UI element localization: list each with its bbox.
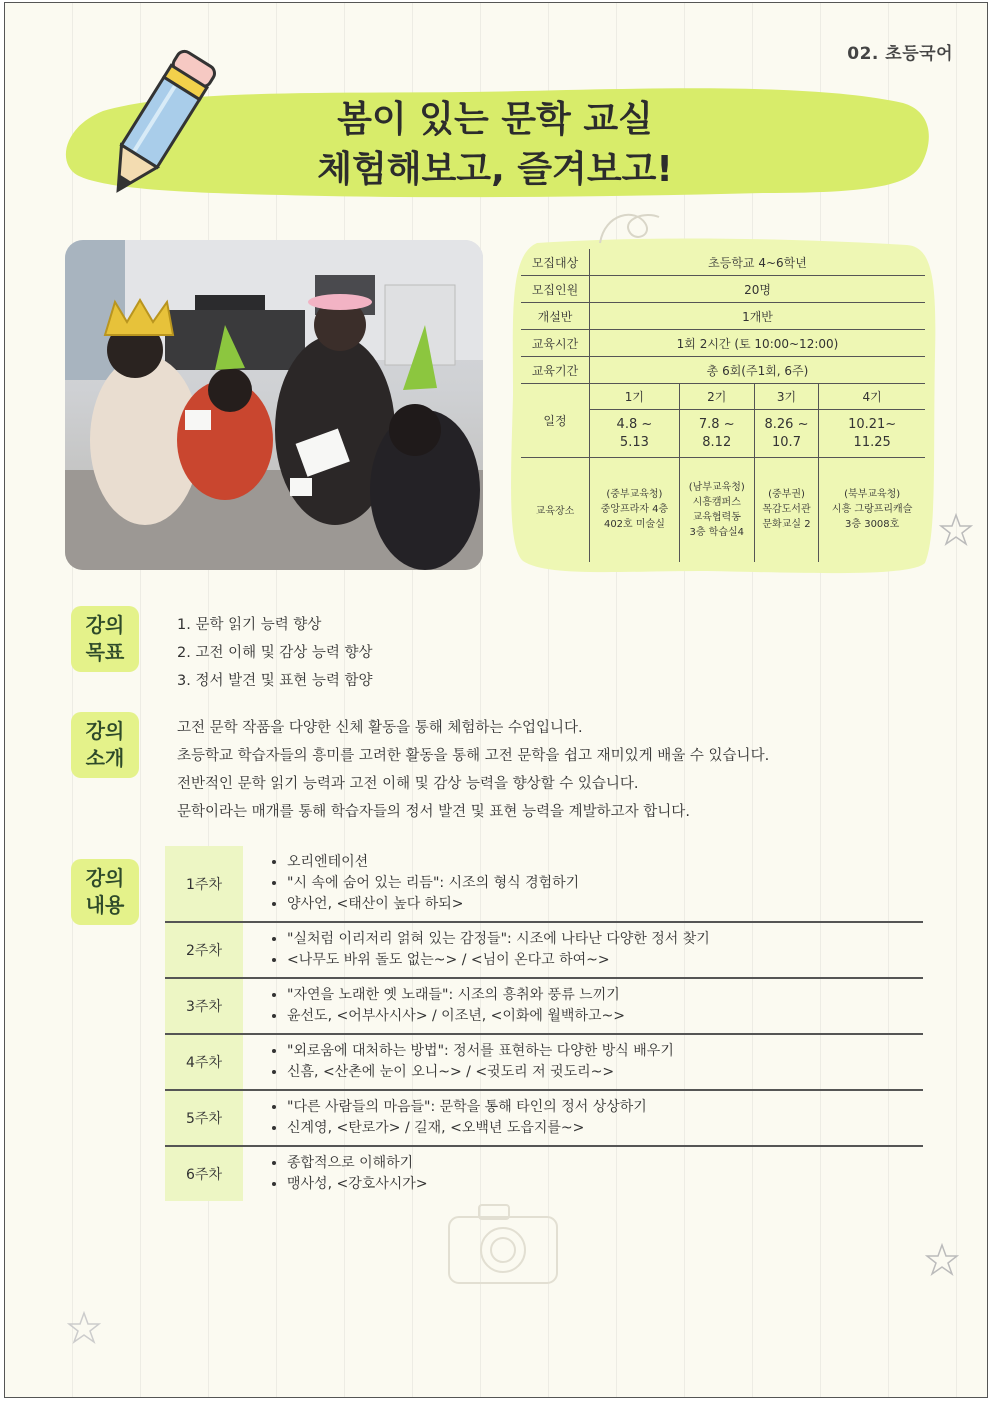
- week-label: 3주차: [165, 978, 243, 1034]
- goals-list: [177, 611, 373, 695]
- term-dates: 7.8 ~ 8.12: [679, 410, 754, 458]
- term-dates: 10.21~ 11.25: [819, 410, 925, 458]
- swirl-doodle-icon: [595, 203, 665, 253]
- week-label: 5주차: [165, 1090, 243, 1146]
- week-item: • 오리엔테이션: [287, 852, 923, 873]
- weekly-schedule: [165, 846, 923, 1201]
- camera-doodle-icon: [443, 1193, 563, 1293]
- class-time-label: 교육시간: [521, 330, 590, 357]
- pencil-icon: [87, 41, 227, 211]
- info-table: [521, 249, 925, 562]
- week-label: 2주차: [165, 922, 243, 978]
- term-name: 3기: [754, 384, 819, 410]
- page-title: [155, 95, 835, 195]
- intro-line: 고전 문학 작품을 다양한 신체 활동을 통해 체험하는 수업입니다.: [177, 720, 583, 736]
- star-doodle-icon: [939, 513, 973, 547]
- star-doodle-icon: [67, 1311, 101, 1345]
- week-row: [165, 846, 923, 922]
- content-tag: 강의 내용: [71, 859, 139, 925]
- title-line-1: 봄이 있는 문학 교실: [337, 99, 653, 140]
- week-item: • "다른 사람들의 마음들": 문학을 통해 타인의 정서 상상하기: [287, 1097, 923, 1118]
- term-place: (중부권) 목감도서관 문화교실 2: [754, 458, 819, 562]
- week-item: • "자연을 노래한 옛 노래들": 시조의 흥취와 풍류 느끼기: [287, 985, 923, 1006]
- week-item: • 윤선도, <어부사시사> / 이조년, <이화에 월백하고~>: [287, 1006, 923, 1027]
- term-name: 1기: [590, 384, 680, 410]
- week-label: 4주차: [165, 1034, 243, 1090]
- week-item: • "실처럼 이리저리 얽혀 있는 감정들": 시조에 나타난 다양한 정서 찾기: [287, 929, 923, 950]
- week-item: • 양사언, <태산이 높다 하되>: [287, 894, 923, 915]
- term-name: 2기: [679, 384, 754, 410]
- week-row: [165, 978, 923, 1034]
- week-item: • 신계영, <탄로가> / 길재, <오백년 도읍지를~>: [287, 1118, 923, 1139]
- week-row: [165, 1090, 923, 1146]
- title-line-2: 체험해보고, 즐겨보고!: [317, 149, 673, 190]
- recruit-target-label: 모집대상: [521, 249, 590, 276]
- intro-tag: 강의 소개: [71, 712, 139, 778]
- star-doodle-icon: [925, 1243, 959, 1277]
- term-dates: 4.8 ~ 5.13: [590, 410, 680, 458]
- term-name: 4기: [819, 384, 925, 410]
- classes-label: 개설반: [521, 303, 590, 330]
- classes-value: 1개반: [590, 303, 926, 330]
- week-item: • 신흠, <산촌에 눈이 오니~> / <귓도리 저 귓도리~>: [287, 1062, 923, 1083]
- goals-tag: 강의 목표: [71, 606, 139, 672]
- week-item: • "외로움에 대처하는 방법": 정서를 표현하는 다양한 방식 배우기: [287, 1041, 923, 1062]
- week-row: [165, 922, 923, 978]
- info-panel: [507, 235, 937, 577]
- intro-text: [177, 714, 769, 826]
- class-photo: [65, 240, 483, 570]
- recruit-count-label: 모집인원: [521, 276, 590, 303]
- week-item: • "시 속에 숨어 있는 리듬": 시조의 형식 경험하기: [287, 873, 923, 894]
- intro-line: 문학이라는 매개를 통해 학습자들의 정서 발견 및 표현 능력을 계발하고자 합니다.: [177, 804, 690, 820]
- period-value: 총 6회(주1회, 6주): [590, 357, 926, 384]
- class-time: 1회 2시간 (토 10:00~12:00): [590, 330, 926, 357]
- week-item: • 종합적으로 이해하기: [287, 1153, 923, 1174]
- week-label: 1주차: [165, 846, 243, 922]
- week-item: • 맹사성, <강호사시가>: [287, 1174, 923, 1195]
- term-place: (중부교육청) 중앙프라자 4층 402호 미술실: [590, 458, 680, 562]
- week-row: [165, 1034, 923, 1090]
- brochure-page: [4, 2, 988, 1398]
- schedule-label: 일정: [521, 384, 590, 458]
- place-label: 교육장소: [521, 458, 590, 562]
- goal-item: 2. 고전 이해 및 감상 능력 향상: [177, 645, 373, 661]
- term-dates: 8.26 ~ 10.7: [754, 410, 819, 458]
- intro-line: 전반적인 문학 읽기 능력과 고전 이해 및 감상 능력을 향상할 수 있습니다.: [177, 776, 639, 792]
- term-place: (남부교육청) 시흥캠퍼스 교육협력동 3층 학습실4: [679, 458, 754, 562]
- recruit-target: 초등학교 4~6학년: [590, 249, 926, 276]
- goal-item: 1. 문학 읽기 능력 향상: [177, 617, 322, 633]
- page-label: 02. 초등국어: [847, 44, 953, 64]
- recruit-count: 20명: [590, 276, 926, 303]
- week-item: • <나무도 바위 돌도 없는~> / <님이 온다고 하여~>: [287, 950, 923, 971]
- goal-item: 3. 정서 발견 및 표현 능력 함양: [177, 673, 373, 689]
- week-label: 6주차: [165, 1146, 243, 1201]
- term-place: (북부교육청) 시흥 그랑프리캐슬 3층 3008호: [831, 489, 913, 531]
- period-label: 교육기간: [521, 357, 590, 384]
- intro-line: 초등학교 학습자들의 흥미를 고려한 활동을 통해 고전 문학을 쉽고 재미있게 배울 수 있습니다.: [177, 748, 770, 764]
